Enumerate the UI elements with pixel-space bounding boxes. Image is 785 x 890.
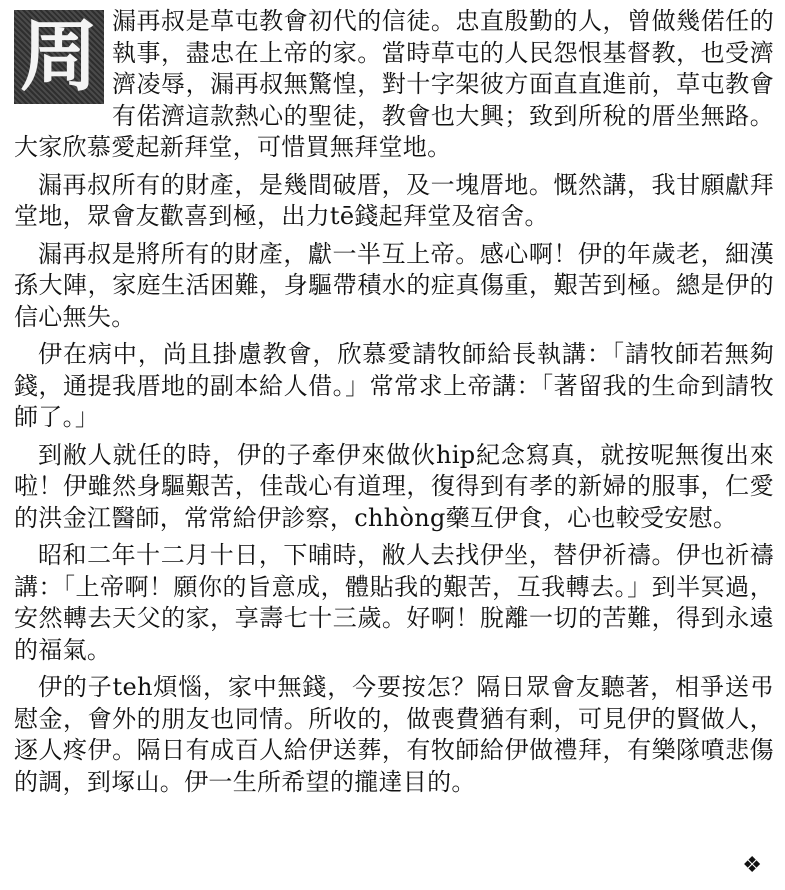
article-page [14, 6, 774, 882]
paragraph-3: 漏再叔是將所有的財產，獻一半互上帝。感心啊！伊的年歲老，細漢孫大陣，家庭生活困難，身驅帶積水的症真傷重，艱苦到極。總是伊的信心無失。 [14, 239, 774, 331]
paragraph-2: 漏再叔所有的財產，是幾間破厝，及一塊厝地。慨然講，我甘願獻拜堂地，眾會友歡喜到極，出力tē錢起拜堂及宿舍。 [14, 170, 774, 230]
drop-cap: 周 [14, 10, 104, 104]
end-mark-icon: ❖ [742, 853, 762, 878]
paragraph-4: 伊在病中，尚且掛慮教會，欣慕愛請牧師給長執講：「請牧師若無夠錢，通提我厝地的副本給人借。」常常求上帝講：「著留我的生命到請牧師了。」 [14, 340, 774, 431]
paragraph-7: 伊的子teh煩惱，家中無錢，今要按怎？隔日眾會友聽著，相爭送弔慰金，會外的朋友也同情。所收的，做喪費猶有剩，可見伊的賢做人，逐人疼伊。隔日有成百人給伊送葬，有牧師給伊做禮拜，有樂隊噴悲傷的調，到塚山。伊一生所希望的攏達目的。 [14, 673, 774, 796]
paragraph-1: 漏再叔是草屯教會初代的信徒。忠直殷勤的人，曾做幾偌任的執事，盡忠在上帝的家。當時草屯的人民怨恨基督教，也受濟濟凌辱，漏再叔無驚惶，對十字架彼方面直直進前，草屯教會有偌濟這款熱心的聖徒，教會也大興；致到所稅的厝坐無路。大家欣慕愛起新拜堂，可惜買無拜堂地。 [14, 7, 774, 161]
paragraph-5: 到敝人就任的時，伊的子牽伊來做伙hip紀念寫真，就按呢無復出來啦！伊雖然身驅艱苦，佳哉心有道理，復得到有孝的新婦的服事，仁愛的洪金江醫師，常常給伊診察，chhòng藥互伊食，心也較受安慰。 [14, 440, 774, 532]
paragraph-6: 昭和二年十二月十日，下晡時，敝人去找伊坐，替伊祈禱。伊也祈禱講：「上帝啊！願你的旨意成，體貼我的艱苦，互我轉去。」到半冥過，安然轉去天父的家，享壽七十三歲。好啊！脫離一切的苦難，得到永遠的福氣。 [14, 541, 774, 664]
